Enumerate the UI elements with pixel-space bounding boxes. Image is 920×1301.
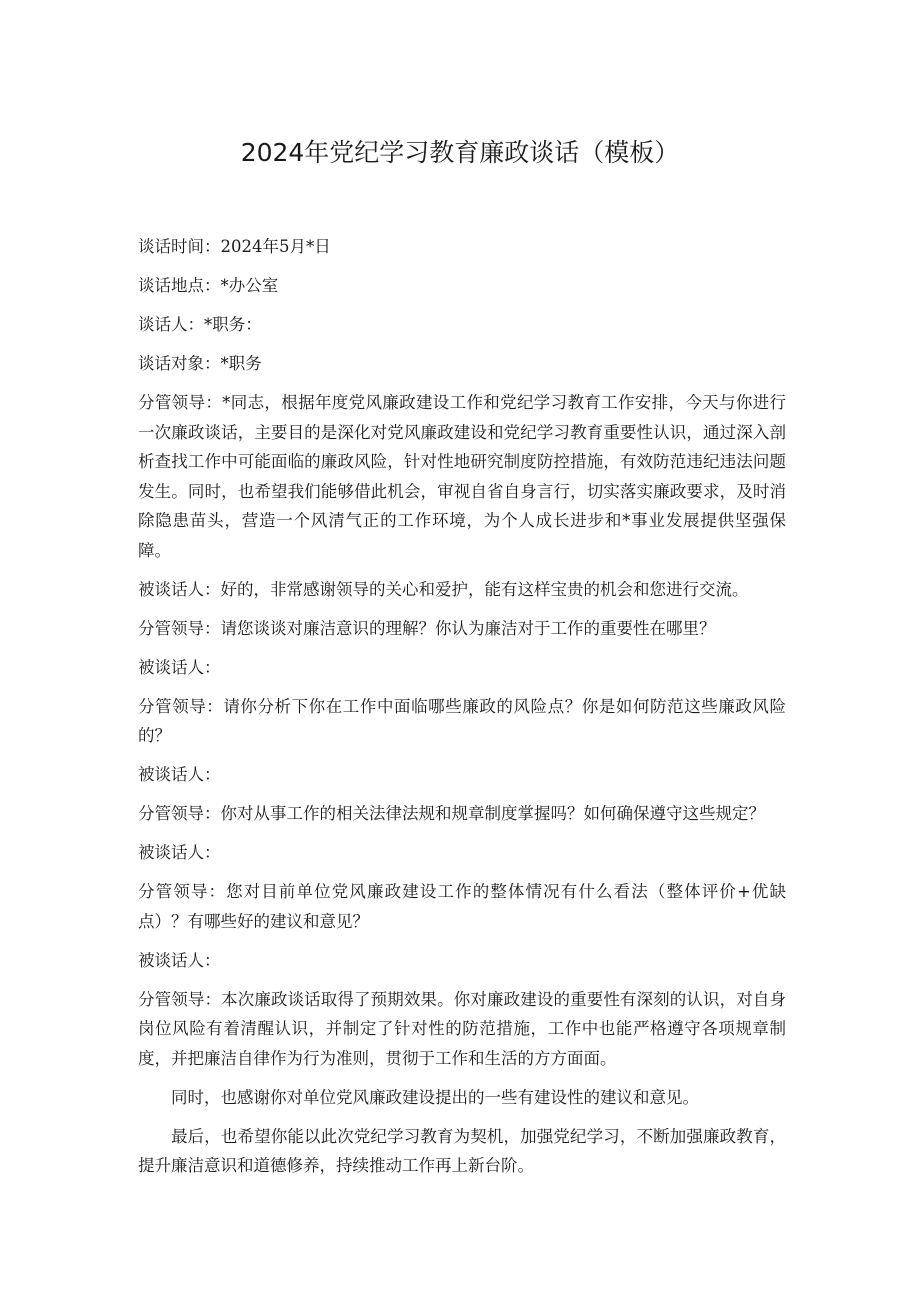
- dialogue-paragraph: 分管领导：请你分析下你在工作中面临哪些廉政的风险点？你是如何防范这些廉政风险的？: [138, 696, 786, 745]
- dialogue-paragraph: 被谈话人：好的，非常感谢领导的关心和爱护，能有这样宝贵的机会和您进行交流。: [138, 579, 749, 599]
- meta-speaker: 谈话人：*职务：: [138, 315, 262, 334]
- meta-location: 谈话地点：*办公室: [138, 276, 279, 295]
- document-title: 2024年党纪学习教育廉政谈话（模板）: [240, 138, 680, 167]
- closing-paragraph: 同时，也感谢你对单位党风廉政建设提出的一些有建设性的建议和意见。: [171, 1087, 699, 1107]
- dialogue-paragraph: 被谈话人：: [138, 657, 221, 677]
- dialogue-paragraph: 被谈话人：: [138, 843, 221, 862]
- dialogue-paragraph: 分管领导：*同志，根据年度党风廉政建设工作和党纪学习教育工作安排，今天与你进行一次廉政谈话，主要目的是深化对党风廉政建设和党纪学习教育重要性认识，通过深入剖析查找工作中可能面临的廉政风险，针对性地研究制度防控措施，有效防范违纪违法问题发生。同时，也希望我们能够借此机会，审视自省自身言行，切实落实廉政要求，及时消除隐患苗头，营造一个风清气正的工作环境，为个人成长进步和*事业发展提供坚强保障。: [138, 393, 786, 560]
- meta-time: 谈话时间：2024年5月*日: [138, 237, 331, 256]
- closing-paragraph: 最后，也希望你能以此次党纪学习教育为契机，加强党纪学习，不断加强廉政教育，提升廉洁意识和道德修养，持续推动工作再上新台阶。: [138, 1126, 786, 1175]
- dialogue-paragraph: 分管领导：你对从事工作的相关法律法规和规章制度掌握吗？如何确保遵守这些规定？: [138, 804, 765, 823]
- meta-subject: 谈话对象：*职务: [138, 354, 262, 373]
- document-body: [138, 232, 786, 1190]
- dialogue-paragraph: 分管领导：本次廉政谈话取得了预期效果。你对廉政建设的重要性有深刻的认识，对自身岗位风险有着清醒认识，并制定了针对性的防范措施，工作中也能严格遵守各项规章制度，并把廉洁自律作为行为准则，贯彻于工作和生活的方方面面。: [138, 989, 786, 1068]
- dialogue-paragraph: 分管领导：您对目前单位党风廉政建设工作的整体情况有什么看法（整体评价+优缺点）？有哪些好的建议和意见？: [138, 882, 786, 931]
- dialogue-paragraph: 被谈话人：: [138, 950, 221, 970]
- dialogue-paragraph: 被谈话人：: [138, 765, 221, 784]
- dialogue-paragraph: 分管领导：请您谈谈对廉洁意识的理解？你认为廉洁对于工作的重要性在哪里？: [138, 618, 716, 638]
